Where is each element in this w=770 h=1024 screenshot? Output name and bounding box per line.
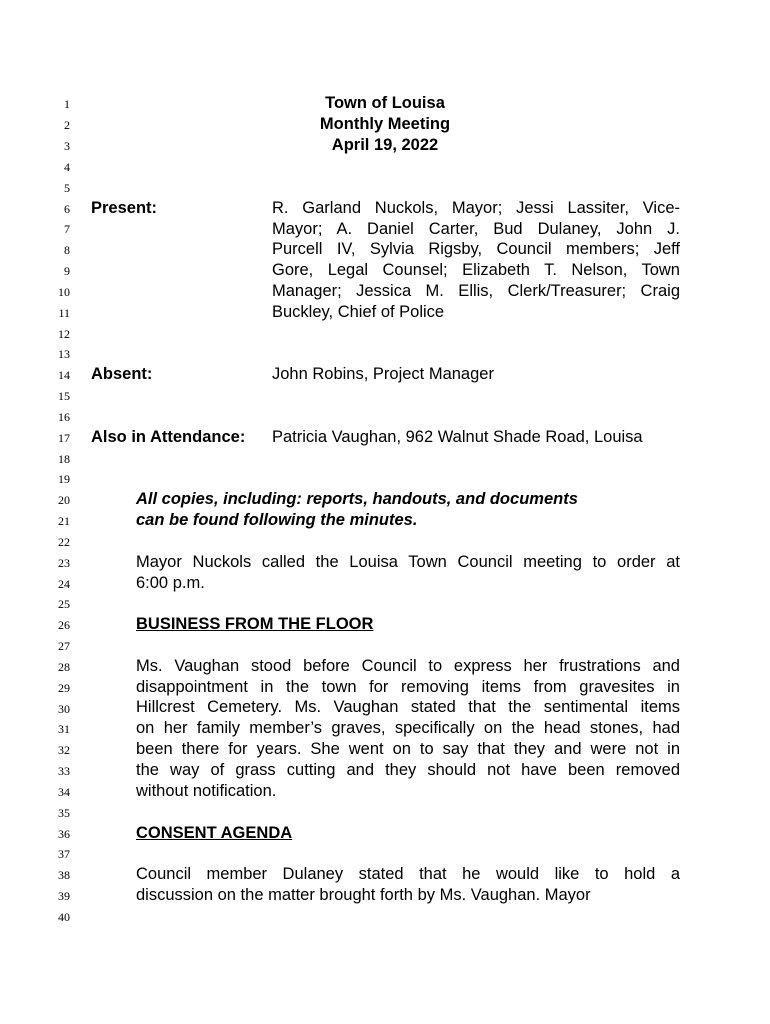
line-number: 36: [58, 827, 70, 841]
present-line: Purcell IV, Sylvia Rigsby, Council members; Jeff: [272, 240, 680, 258]
line-number: 8: [64, 243, 70, 257]
line-number: 4: [64, 160, 70, 174]
line-number: 15: [58, 389, 70, 403]
paragraph-line: 6:00 p.m.: [136, 574, 205, 592]
line-number: 14: [58, 368, 70, 382]
line-number: 34: [58, 785, 70, 799]
line-number: 31: [58, 722, 70, 736]
line-number: 23: [58, 556, 70, 570]
absent-label: Absent:: [91, 365, 153, 383]
line-number: 22: [58, 535, 70, 549]
line-number: 12: [58, 327, 70, 341]
line-number: 35: [58, 806, 70, 820]
line-number: 39: [58, 889, 70, 903]
present-label: Present:: [91, 199, 158, 217]
town-title: Town of Louisa: [325, 94, 445, 112]
present-line: Gore, Legal Counsel; Elizabeth T. Nelson, Town: [272, 261, 680, 279]
attendance-label: Also in Attendance:: [91, 428, 246, 446]
line-number: 24: [58, 577, 70, 591]
line-number: 2: [64, 118, 70, 132]
present-line: R. Garland Nuckols, Mayor; Jessi Lassiter, Vice-: [272, 199, 680, 217]
meeting-title: Monthly Meeting: [319, 115, 451, 133]
present-line: Manager; Jessica M. Ellis, Clerk/Treasurer; Craig: [272, 282, 680, 300]
line-number: 38: [58, 868, 70, 882]
line-number: 32: [58, 743, 70, 757]
paragraph-line: disappointment in the town for removing items from gravesites in: [136, 678, 680, 696]
line-number: 7: [64, 222, 70, 236]
line-number: 40: [58, 910, 70, 924]
line-number: 18: [58, 452, 70, 466]
line-number: 25: [58, 597, 70, 611]
meeting-date: April 19, 2022: [331, 136, 439, 154]
line-number: 33: [58, 764, 70, 778]
consent-heading: CONSENT AGENDA: [136, 824, 293, 842]
line-number: 5: [64, 181, 70, 195]
line-number: 13: [58, 347, 70, 361]
line-number: 29: [58, 681, 70, 695]
line-number: 20: [58, 493, 70, 507]
line-number: 11: [58, 306, 70, 320]
business-heading: BUSINESS FROM THE FLOOR: [136, 615, 374, 633]
paragraph-line: Mayor Nuckols called the Louisa Town Council meeting to order at: [136, 553, 680, 571]
line-number: 16: [58, 410, 70, 424]
line-number: 9: [64, 264, 70, 278]
absent-text: John Robins, Project Manager: [272, 365, 494, 383]
line-number: 30: [58, 702, 70, 716]
paragraph-line: the way of grass cutting and they should not have been removed: [136, 761, 680, 779]
line-number: 27: [58, 639, 70, 653]
line-number: 6: [64, 202, 70, 216]
line-number: 17: [58, 431, 70, 445]
present-line: Buckley, Chief of Police: [272, 303, 445, 321]
line-number: 3: [64, 139, 70, 153]
notice-line: can be found following the minutes.: [136, 511, 418, 529]
paragraph-line: Hillcrest Cemetery. Ms. Vaughan stated that the sentimental items: [136, 698, 680, 716]
attendance-text: Patricia Vaughan, 962 Walnut Shade Road, Louisa: [272, 428, 643, 446]
line-number: 21: [58, 514, 70, 528]
present-line: Mayor; A. Daniel Carter, Bud Dulaney, John J.: [272, 220, 680, 238]
line-number: 28: [58, 660, 70, 674]
paragraph-line: Council member Dulaney stated that he would like to hold a: [136, 865, 680, 883]
paragraph-line: Ms. Vaughan stood before Council to express her frustrations and: [136, 657, 680, 675]
line-number: 26: [58, 618, 70, 632]
paragraph-line: on her family member’s graves, specifically on the head stones, had: [136, 719, 680, 737]
line-number: 1: [64, 97, 70, 111]
paragraph-line: without notification.: [136, 782, 277, 800]
line-number: 37: [58, 847, 70, 861]
paragraph-line: been there for years. She went on to say that they and were not in: [136, 740, 680, 758]
line-number: 10: [58, 285, 70, 299]
line-number: 19: [58, 472, 70, 486]
notice-line: All copies, including: reports, handouts, and documents: [136, 490, 578, 508]
paragraph-line: discussion on the matter brought forth by Ms. Vaughan. Mayor: [136, 886, 591, 904]
